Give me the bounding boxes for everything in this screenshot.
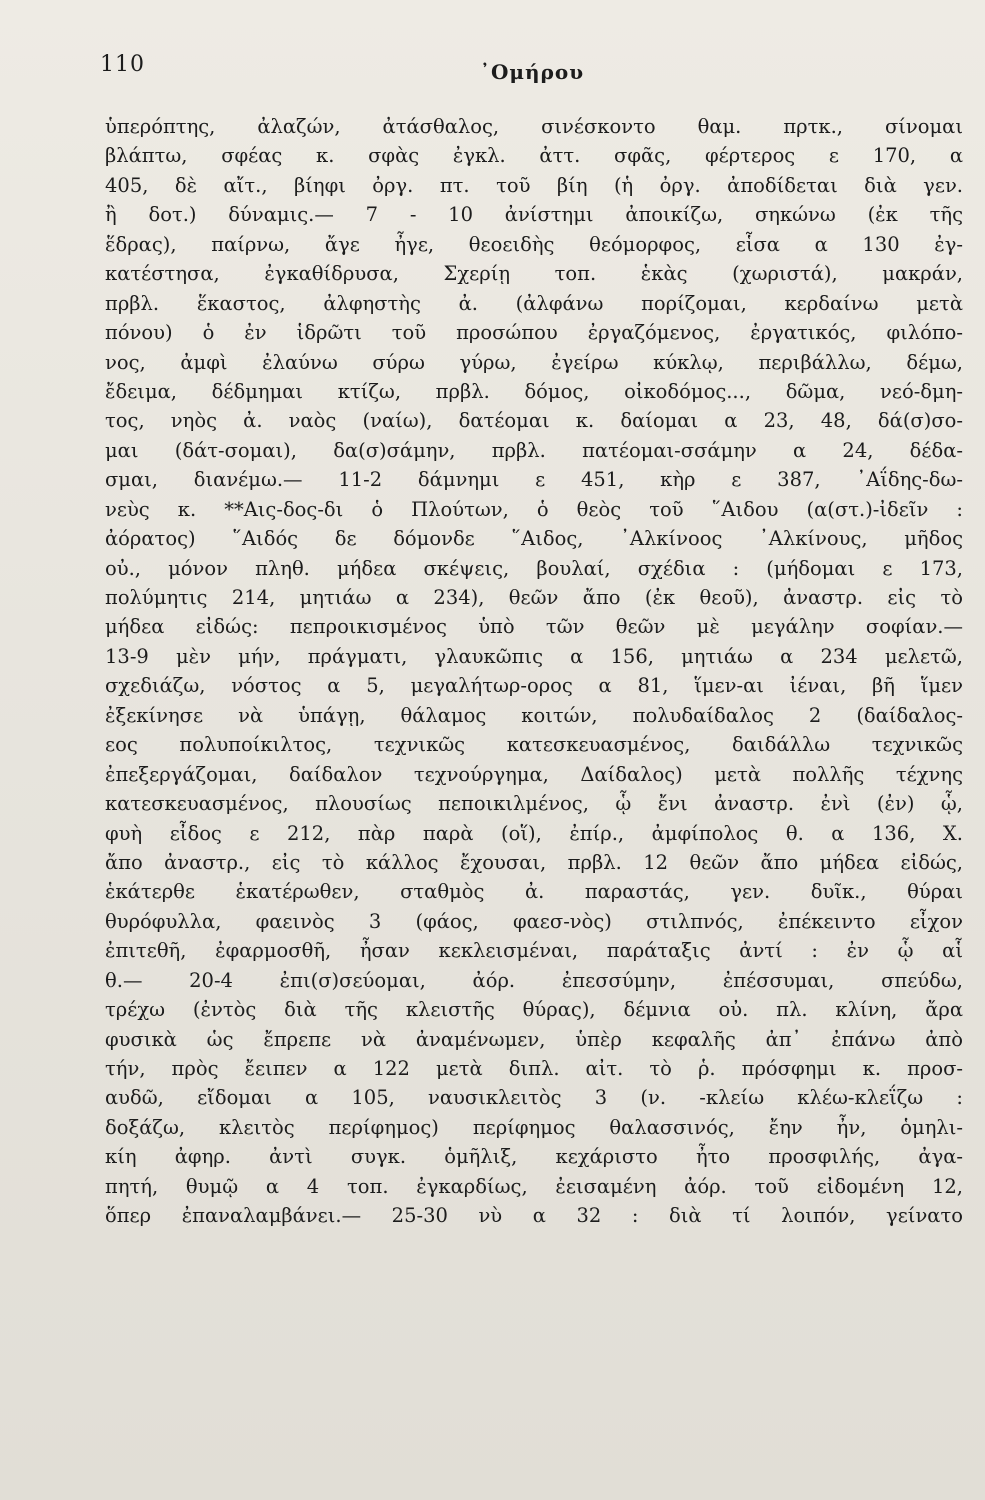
page-number: 110 <box>100 52 145 77</box>
text-line: ὑπερόπτης, ἀλαζών, ἀτάσθαλος, σινέσκοντο θαμ. πρτκ., σίνομαι <box>105 115 963 138</box>
text-line: θυρόφυλλα, φαεινὸς 3 (φάος, φαεσ-νὸς) στιλπνός, ἐπέκειντο εἶχον <box>105 909 963 933</box>
text-line: φυσικὰ ὡς ἔπρεπε νὰ ἀναμένωμεν, ὑπὲρ κεφαλῆς ἀπ᾿ ἐπάνω ἀπὸ <box>105 1027 963 1051</box>
text-line: ἀόρατος) ῞Αιδός δε δόμονδε ῞Αιδος, ᾿Αλκίνοος ᾿Αλκίνους, μῆδος <box>105 527 963 551</box>
text-line: τος, νηὸς ἀ. ναὸς (ναίω), δατέομαι κ. δαίομαι α 23, 48, δά(σ)σο- <box>105 409 963 433</box>
text-line: πόνου) ὁ ἐν ἱδρῶτι τοῦ προσώπου ἐργαζόμενος, ἐργατικός, φιλόπο- <box>105 321 963 345</box>
text-line: ἐπεξεργάζομαι, δαίδαλον τεχνούργημα, Δαίδαλος) μετὰ πολλῆς τέχνης <box>105 762 963 786</box>
text-line: ἄπο ἀναστρ., εἰς τὸ κάλλος ἔχουσαι, πρβλ. 12 θεῶν ἄπο μήδεα εἰδώς, <box>105 850 963 874</box>
text-line: ἔδειμα, δέδμημαι κτίζω, πρβλ. δόμος, οἰκοδόμος..., δῶμα, νεό-δμη- <box>105 379 963 403</box>
text-line: μαι (δάτ-σομαι), δα(σ)σάμην, πρβλ. πατέομαι-σσάμην α 24, δέδα- <box>105 438 963 462</box>
text-line: σχεδιάζω, νόστος α 5, μεγαλήτωρ-ορος α 81, ἵμεν-αι ἰέναι, βῆ ἵμεν <box>105 674 963 698</box>
text-line: πρβλ. ἕκαστος, ἀλφηστὴς ἀ. (ἀλφάνω πορίζομαι, κερδαίνω μετὰ <box>105 291 963 315</box>
text-line: ἐπιτεθῆ, ἐφαρμοσθῆ, ἦσαν κεκλεισμέναι, παράταξις ἀντί : ἐν ᾧ αἷ <box>105 939 963 963</box>
text-line: τήν, πρὸς ἔειπεν α 122 μετὰ διπλ. αἰτ. τὸ ῥ. πρόσφημι κ. προσ- <box>105 1057 963 1080</box>
text-line: ἕδρας), παίρνω, ἄγε ἦγε, θεοειδὴς θεόμορφος, εἷσα α 130 ἐγ- <box>105 232 963 256</box>
text-line: πητή, θυμῷ α 4 τοπ. ἐγκαρδίως, ἐεισαμένη ἀόρ. τοῦ εἰδομένη 12, <box>105 1174 963 1198</box>
text-line: ἢ δοτ.) δύναμις.— 7 - 10 ἀνίστημι ἀποικίζω, σηκώνω (ἐκ τῆς <box>105 203 963 227</box>
text-line: τρέχω (ἐντὸς διὰ τῆς κλειστῆς θύρας), δέμνια οὐ. πλ. κλίνη, ἄρα <box>105 998 963 1022</box>
text-line: ἐξεκίνησε νὰ ὑπάγῃ, θάλαμος κοιτών, πολυδαίδαλος 2 (δαίδαλος- <box>105 703 963 727</box>
commentary-text <box>105 112 963 1231</box>
text-line: θ.— 20-4 ἐπι(σ)σεύομαι, ἀόρ. ἐπεσσύμην, ἐπέσσυμαι, σπεύδω, <box>105 968 963 992</box>
text-line: κατεσκευασμένος, πλουσίως πεποικιλμένος, ᾧ ἔνι ἀναστρ. ἐνὶ (ἐν) ᾧ, <box>105 792 963 816</box>
text-line: σμαι, διανέμω.— 11-2 δάμνημι ε 451, κὴρ ε 387, ᾿Αΐδης-δω- <box>105 468 963 492</box>
running-head: ᾿Ομήρου <box>480 60 585 84</box>
text-line: εος πολυποίκιλτος, τεχνικῶς κατεσκευασμένος, δαιδάλλω τεχνικῶς <box>105 733 963 757</box>
text-line: κατέστησα, ἐγκαθίδρυσα, Σχερίῃ τοπ. ἑκὰς (χωριστά), μακράν, <box>105 262 963 286</box>
text-line: 13-9 μὲν μήν, πράγματι, γλαυκῶπις α 156, μητιάω α 234 μελετῶ, <box>105 644 963 668</box>
text-line: νος, ἀμφὶ ἐλαύνω σύρω γύρω, ἐγείρω κύκλῳ, περιβάλλω, δέμω, <box>105 350 963 374</box>
text-line: 405, δὲ αἴτ., βίηφι ὀργ. πτ. τοῦ βίη (ἡ ὀργ. ἀποδίδεται διὰ γεν. <box>105 173 963 197</box>
text-line: νεὺς κ. **Αις-δος-δι ὁ Πλούτων, ὁ θεὸς τοῦ ῞Αιδου (α(στ.)-ἰδεῖν : <box>105 497 963 521</box>
text-line: πολύμητις 214, μητιάω α 234), θεῶν ἄπο (ἐκ θεοῦ), ἀναστρ. εἰς τὸ <box>105 586 963 609</box>
text-line: αυδῶ, εἴδομαι α 105, ναυσικλειτὸς 3 (ν. -κλείω κλέω-κλεΐζω : <box>105 1086 963 1110</box>
text-line: οὐ., μόνον πληθ. μήδεα σκέψεις, βουλαί, σχέδια : (μήδομαι ε 173, <box>105 556 963 580</box>
text-line: ἑκάτερθε ἑκατέρωθεν, σταθμὸς ἀ. παραστάς, γεν. δυῖκ., θύραι <box>105 880 963 904</box>
text-line: φυὴ εἶδος ε 212, πὰρ παρὰ (οἵ), ἐπίρ., ἀμφίπολος θ. α 136, Χ. <box>105 821 963 845</box>
text-line: ὅπερ ἐπαναλαμβάνει.— 25-30 νὺ α 32 : διὰ τί λοιπόν, γείνατο <box>105 1204 963 1228</box>
text-line: μήδεα εἰδώς: πεπροικισμένος ὑπὸ τῶν θεῶν μὲ μεγάλην σοφίαν.— <box>105 615 963 639</box>
text-line: βλάπτω, σφέας κ. σφὰς ἐγκλ. ἀττ. σφᾶς, φέρτερος ε 170, α <box>105 144 963 168</box>
text-line: δοξάζω, κλειτὸς περίφημος) περίφημος θαλασσινός, ἔην ἦν, ὁμηλι- <box>105 1115 963 1139</box>
text-line: κίη ἀφηρ. ἀντὶ συγκ. ὁμῆλιξ, κεχάριστο ἦτο προσφιλής, ἀγα- <box>105 1145 963 1169</box>
